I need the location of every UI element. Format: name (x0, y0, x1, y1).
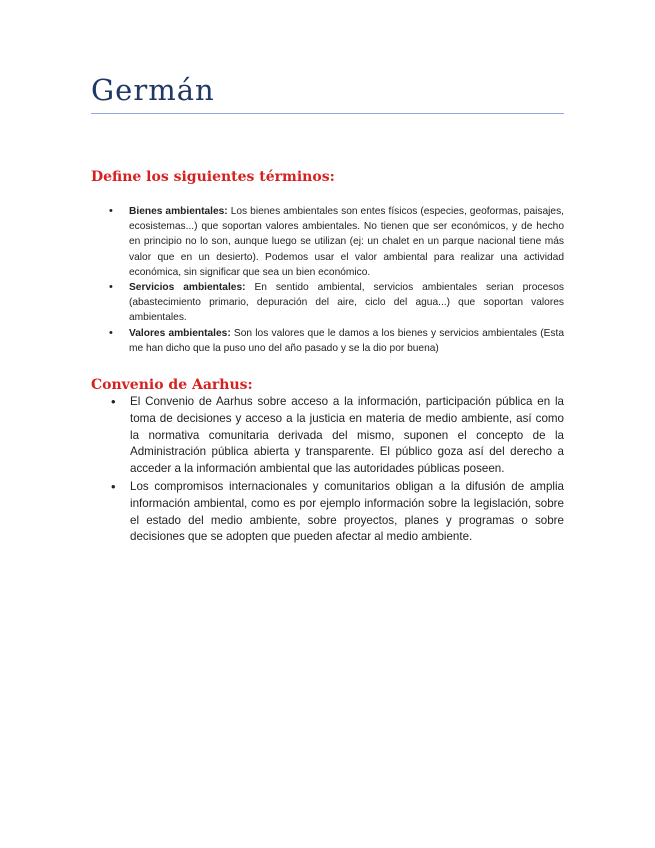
list-item (109, 326, 564, 356)
list-item (111, 479, 564, 546)
list-item (109, 280, 564, 326)
section-heading-aarhus: Convenio de Aarhus: (91, 377, 253, 393)
aarhus-list (111, 394, 564, 546)
term-definition: Son los valores que le damos a los bienes y servicios ambientales (Esta me han dicho que la puso uno del año pasado y se la dio por buena) (129, 327, 564, 354)
list-item (111, 394, 564, 478)
paragraph-text: El Convenio de Aarhus sobre acceso a la información, participación pública en la toma de decisiones y acceso a la justicia en materia de medio ambiente, así como la normativa comunitaria derivada del mismo, suponen el concepto de la Administración pública abierta y transparente. El público goza así del derecho a acceder a la información ambiental que las autoridades públicas poseen. (130, 395, 564, 476)
bullet-icon: • (111, 394, 116, 409)
document-title: Germán (91, 73, 215, 107)
bullet-icon: • (109, 281, 113, 294)
bullet-icon: • (109, 326, 113, 339)
bullet-icon: • (109, 205, 113, 217)
term-definition: En sentido ambiental, servicios ambientales serian procesos (abastecimiento primario, depuración del aire, ciclo del agua...) que soportan valores ambientales. (129, 282, 564, 324)
term-label: Servicios ambientales: (129, 282, 246, 294)
bullet-icon: • (111, 478, 116, 494)
term-definition: Los bienes ambientales son entes físicos (especies, geoformas, paisajes, ecosistemas...) que soportan valores ambientales. No tienen que ser económicos, y de hecho en principio no lo son, aunque luego se utilizan (ej: un chalet en un parque nacional tiene más valor que en un desierto). Podemos usar el valor ambiental para realizar una actividad económica, sin significar que sea un bien económico. (129, 206, 564, 278)
term-label: Valores ambientales: (129, 327, 231, 339)
title-underline-rule (91, 113, 564, 114)
paragraph-text: Los compromisos internacionales y comunitarios obligan a la difusión de amplia información ambiental, como es por ejemplo información sobre la legislación, sobre el estado del medio ambiente, sobre proyectos, planes y programas o sobre decisiones que se adopten que pueden afectar al medio ambiente. (130, 479, 564, 544)
terms-list (109, 204, 564, 356)
term-label: Bienes ambientales: (129, 206, 228, 217)
section-heading-terms: Define los siguientes términos: (91, 169, 335, 185)
list-item (109, 204, 564, 280)
